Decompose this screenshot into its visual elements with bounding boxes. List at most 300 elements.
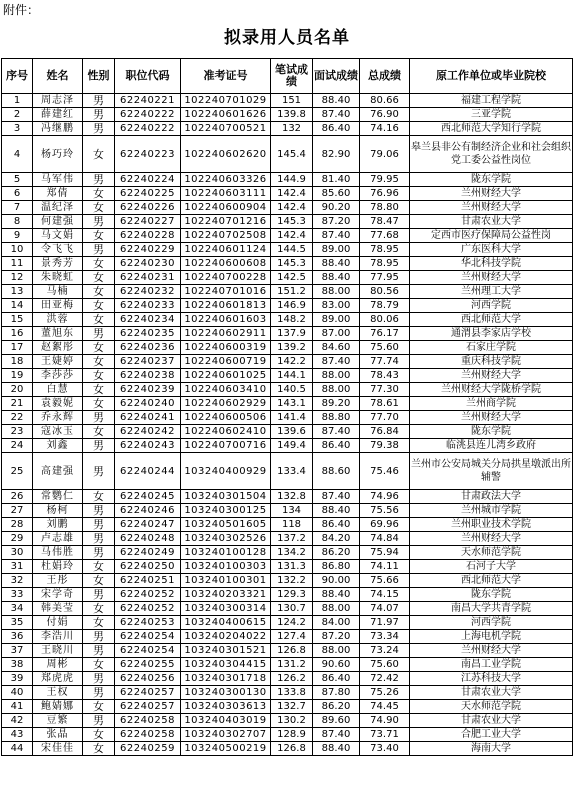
cell-index: 40 [2, 686, 33, 700]
table-row [2, 94, 573, 108]
cell-name: 朱晓虹 [33, 271, 83, 285]
header-name: 姓名 [33, 59, 83, 94]
cell-written-score: 141.4 [271, 411, 313, 425]
cell-written-score: 132 [271, 122, 313, 136]
cell-interview-score: 90.60 [313, 658, 360, 672]
cell-position-code: 62240248 [115, 532, 181, 546]
cell-name: 薛建红 [33, 108, 83, 122]
table-row [2, 425, 573, 439]
cell-written-score: 151.2 [271, 285, 313, 299]
cell-position-code: 62240255 [115, 658, 181, 672]
cell-written-score: 142.5 [271, 271, 313, 285]
cell-exam-id: 103240400929 [181, 453, 271, 490]
cell-workplace-school: 南昌大学共青学院 [410, 602, 573, 616]
cell-total-score: 80.56 [360, 285, 410, 299]
cell-workplace-school: 南昌工业学院 [410, 658, 573, 672]
cell-exam-id: 102240602410 [181, 425, 271, 439]
cell-position-code: 62240233 [115, 299, 181, 313]
cell-index: 6 [2, 187, 33, 201]
cell-workplace-school: 兰州市公安局城关分局拱星墩派出所辅警 [410, 453, 573, 490]
cell-index: 39 [2, 672, 33, 686]
cell-written-score: 143.1 [271, 397, 313, 411]
cell-position-code: 62240254 [115, 644, 181, 658]
cell-index: 4 [2, 136, 33, 173]
cell-name: 冯继鹏 [33, 122, 83, 136]
cell-interview-score: 89.60 [313, 714, 360, 728]
cell-index: 35 [2, 616, 33, 630]
cell-exam-id: 103240303613 [181, 700, 271, 714]
cell-exam-id: 102240601626 [181, 108, 271, 122]
cell-exam-id: 103240304415 [181, 658, 271, 672]
cell-gender: 女 [83, 616, 115, 630]
cell-written-score: 133.4 [271, 453, 313, 490]
cell-position-code: 62240249 [115, 546, 181, 560]
cell-exam-id: 103240300314 [181, 602, 271, 616]
cell-total-score: 73.34 [360, 630, 410, 644]
table-row [2, 187, 573, 201]
candidate-table [1, 58, 573, 756]
cell-name: 令飞飞 [33, 243, 83, 257]
cell-total-score: 77.30 [360, 383, 410, 397]
cell-gender: 男 [83, 122, 115, 136]
cell-gender: 男 [83, 94, 115, 108]
cell-position-code: 62240251 [115, 574, 181, 588]
cell-interview-score: 86.40 [313, 518, 360, 532]
cell-index: 38 [2, 658, 33, 672]
cell-interview-score: 88.40 [313, 588, 360, 602]
cell-written-score: 139.6 [271, 425, 313, 439]
cell-total-score: 73.40 [360, 742, 410, 756]
cell-written-score: 126.8 [271, 644, 313, 658]
cell-workplace-school: 石河子大学 [410, 560, 573, 574]
cell-position-code: 62240231 [115, 271, 181, 285]
cell-name: 李浩川 [33, 630, 83, 644]
cell-gender: 女 [83, 341, 115, 355]
cell-index: 44 [2, 742, 33, 756]
cell-name: 白慧 [33, 383, 83, 397]
cell-index: 11 [2, 257, 33, 271]
cell-written-score: 145.3 [271, 257, 313, 271]
cell-total-score: 69.96 [360, 518, 410, 532]
table-row [2, 257, 573, 271]
cell-exam-id: 103240302707 [181, 728, 271, 742]
cell-interview-score: 84.00 [313, 616, 360, 630]
cell-interview-score: 87.40 [313, 728, 360, 742]
table-row [2, 243, 573, 257]
cell-written-score: 144.1 [271, 369, 313, 383]
cell-index: 27 [2, 504, 33, 518]
cell-workplace-school: 皋兰县非公有制经济企业和社会组织党工委公益性岗位 [410, 136, 573, 173]
cell-total-score: 74.96 [360, 490, 410, 504]
cell-exam-id: 103240301521 [181, 644, 271, 658]
cell-total-score: 76.96 [360, 187, 410, 201]
cell-name: 王婕婷 [33, 355, 83, 369]
cell-total-score: 76.17 [360, 327, 410, 341]
cell-exam-id: 103240403019 [181, 714, 271, 728]
cell-interview-score: 89.00 [313, 243, 360, 257]
cell-index: 22 [2, 411, 33, 425]
cell-interview-score: 81.40 [313, 173, 360, 187]
table-row [2, 658, 573, 672]
cell-workplace-school: 甘肃农业大学 [410, 714, 573, 728]
cell-total-score: 75.26 [360, 686, 410, 700]
cell-written-score: 128.9 [271, 728, 313, 742]
cell-name: 田亚梅 [33, 299, 83, 313]
cell-gender: 女 [83, 369, 115, 383]
cell-gender: 男 [83, 411, 115, 425]
cell-index: 13 [2, 285, 33, 299]
cell-total-score: 78.95 [360, 243, 410, 257]
cell-index: 24 [2, 439, 33, 453]
cell-workplace-school: 兰州财经大学 [410, 411, 573, 425]
table-row [2, 313, 573, 327]
page-title: 拟录用人员名单 [224, 28, 350, 48]
cell-total-score: 80.66 [360, 94, 410, 108]
cell-name: 周彬 [33, 658, 83, 672]
cell-gender: 女 [83, 271, 115, 285]
header-workplace-school: 原工作单位或毕业院校 [410, 59, 573, 94]
cell-workplace-school: 兰州理工大学 [410, 285, 573, 299]
cell-written-score: 137.2 [271, 532, 313, 546]
table-row [2, 201, 573, 215]
cell-name: 郑倩 [33, 187, 83, 201]
cell-position-code: 62240228 [115, 229, 181, 243]
cell-position-code: 62240245 [115, 490, 181, 504]
cell-interview-score: 86.20 [313, 546, 360, 560]
cell-written-score: 145.3 [271, 215, 313, 229]
table-row [2, 397, 573, 411]
cell-total-score: 78.80 [360, 201, 410, 215]
cell-name: 马军伟 [33, 173, 83, 187]
cell-workplace-school: 兰州财经大学 [410, 532, 573, 546]
cell-interview-score: 88.60 [313, 453, 360, 490]
cell-total-score: 78.95 [360, 257, 410, 271]
cell-exam-id: 102240600319 [181, 341, 271, 355]
cell-gender: 女 [83, 602, 115, 616]
cell-position-code: 62240259 [115, 742, 181, 756]
cell-gender: 女 [83, 742, 115, 756]
cell-written-score: 132.7 [271, 700, 313, 714]
table-row [2, 369, 573, 383]
cell-exam-id: 103240301718 [181, 672, 271, 686]
cell-total-score: 77.70 [360, 411, 410, 425]
cell-exam-id: 102240602929 [181, 397, 271, 411]
cell-name: 宋学奇 [33, 588, 83, 602]
cell-exam-id: 102240602620 [181, 136, 271, 173]
table-row [2, 490, 573, 504]
cell-workplace-school: 兰州城市学院 [410, 504, 573, 518]
cell-interview-score: 90.00 [313, 574, 360, 588]
cell-exam-id: 102240601603 [181, 313, 271, 327]
cell-written-score: 131.2 [271, 658, 313, 672]
cell-workplace-school: 通渭县李家店学校 [410, 327, 573, 341]
cell-index: 31 [2, 560, 33, 574]
cell-workplace-school: 天水师范学院 [410, 700, 573, 714]
cell-gender: 女 [83, 355, 115, 369]
cell-gender: 男 [83, 243, 115, 257]
cell-exam-id: 102240701016 [181, 285, 271, 299]
cell-interview-score: 86.40 [313, 122, 360, 136]
cell-gender: 男 [83, 439, 115, 453]
header-total-score: 总成绩 [360, 59, 410, 94]
cell-index: 25 [2, 453, 33, 490]
cell-gender: 男 [83, 453, 115, 490]
table-row [2, 383, 573, 397]
table-row [2, 560, 573, 574]
cell-exam-id: 102240702508 [181, 229, 271, 243]
cell-workplace-school: 上海电机学院 [410, 630, 573, 644]
cell-position-code: 62240241 [115, 411, 181, 425]
cell-interview-score: 87.20 [313, 630, 360, 644]
cell-name: 周志泽 [33, 94, 83, 108]
cell-exam-id: 102240600608 [181, 257, 271, 271]
cell-interview-score: 88.00 [313, 369, 360, 383]
cell-written-score: 142.4 [271, 187, 313, 201]
cell-name: 洪蓉 [33, 313, 83, 327]
cell-workplace-school: 江苏科技大学 [410, 672, 573, 686]
table-header-row [2, 59, 573, 94]
cell-written-score: 134 [271, 504, 313, 518]
cell-total-score: 75.56 [360, 504, 410, 518]
cell-workplace-school: 福建工程学院 [410, 94, 573, 108]
cell-name: 刘鑫 [33, 439, 83, 453]
cell-position-code: 62240240 [115, 397, 181, 411]
cell-name: 赵絮彤 [33, 341, 83, 355]
cell-written-score: 132.2 [271, 574, 313, 588]
cell-position-code: 62240253 [115, 616, 181, 630]
cell-gender: 女 [83, 383, 115, 397]
cell-position-code: 62240244 [115, 453, 181, 490]
table-row [2, 588, 573, 602]
cell-index: 41 [2, 700, 33, 714]
cell-index: 1 [2, 94, 33, 108]
cell-interview-score: 88.80 [313, 411, 360, 425]
cell-index: 23 [2, 425, 33, 439]
cell-written-score: 132.8 [271, 490, 313, 504]
cell-total-score: 78.79 [360, 299, 410, 313]
cell-exam-id: 102240700228 [181, 271, 271, 285]
cell-gender: 女 [83, 574, 115, 588]
table-row [2, 546, 573, 560]
cell-exam-id: 102240701216 [181, 215, 271, 229]
cell-interview-score: 84.60 [313, 341, 360, 355]
table-row [2, 644, 573, 658]
cell-name: 鲍婧娜 [33, 700, 83, 714]
cell-position-code: 62240239 [115, 383, 181, 397]
cell-name: 付娟 [33, 616, 83, 630]
cell-written-score: 149.4 [271, 439, 313, 453]
cell-interview-score: 89.20 [313, 397, 360, 411]
cell-interview-score: 89.00 [313, 313, 360, 327]
cell-position-code: 62240234 [115, 313, 181, 327]
cell-interview-score: 88.40 [313, 94, 360, 108]
cell-total-score: 78.61 [360, 397, 410, 411]
cell-workplace-school: 兰州商学院 [410, 397, 573, 411]
cell-workplace-school: 定西市医疗保障局公益性岗 [410, 229, 573, 243]
cell-gender: 男 [83, 686, 115, 700]
cell-name: 常鹦仁 [33, 490, 83, 504]
table-row [2, 173, 573, 187]
cell-index: 30 [2, 546, 33, 560]
cell-workplace-school: 西北师范大学 [410, 313, 573, 327]
cell-written-score: 131.3 [271, 560, 313, 574]
cell-workplace-school: 华北科技学院 [410, 257, 573, 271]
table-row [2, 215, 573, 229]
cell-position-code: 62240221 [115, 94, 181, 108]
cell-exam-id: 102240603111 [181, 187, 271, 201]
cell-exam-id: 103240203321 [181, 588, 271, 602]
cell-exam-id: 102240601813 [181, 299, 271, 313]
cell-position-code: 62240238 [115, 369, 181, 383]
cell-gender: 女 [83, 187, 115, 201]
cell-interview-score: 86.40 [313, 672, 360, 686]
cell-workplace-school: 西北师范大学 [410, 574, 573, 588]
table-row [2, 341, 573, 355]
cell-written-score: 148.2 [271, 313, 313, 327]
cell-index: 28 [2, 518, 33, 532]
cell-position-code: 62240252 [115, 602, 181, 616]
cell-name: 乔永辉 [33, 411, 83, 425]
cell-exam-id: 103240204022 [181, 630, 271, 644]
cell-gender: 男 [83, 630, 115, 644]
cell-workplace-school: 河西学院 [410, 616, 573, 630]
cell-position-code: 62240258 [115, 714, 181, 728]
table-row [2, 742, 573, 756]
attachment-label: 附件： [3, 3, 40, 17]
cell-total-score: 78.43 [360, 369, 410, 383]
table-row [2, 616, 573, 630]
cell-position-code: 62240237 [115, 355, 181, 369]
header-gender: 性别 [83, 59, 115, 94]
cell-index: 20 [2, 383, 33, 397]
cell-interview-score: 86.80 [313, 560, 360, 574]
cell-gender: 女 [83, 257, 115, 271]
cell-workplace-school: 甘肃农业大学 [410, 686, 573, 700]
cell-name: 袁毅妮 [33, 397, 83, 411]
cell-name: 张晶 [33, 728, 83, 742]
cell-total-score: 80.06 [360, 313, 410, 327]
cell-name: 杨柯 [33, 504, 83, 518]
cell-total-score: 75.60 [360, 658, 410, 672]
cell-exam-id: 103240100301 [181, 574, 271, 588]
cell-index: 32 [2, 574, 33, 588]
cell-total-score: 73.24 [360, 644, 410, 658]
cell-position-code: 62240236 [115, 341, 181, 355]
cell-written-score: 144.5 [271, 243, 313, 257]
cell-workplace-school: 兰州财经大学 [410, 201, 573, 215]
cell-name: 郑虎虎 [33, 672, 83, 686]
cell-name: 温纪泽 [33, 201, 83, 215]
cell-gender: 女 [83, 285, 115, 299]
cell-position-code: 62240222 [115, 108, 181, 122]
cell-name: 宋佳佳 [33, 742, 83, 756]
cell-written-score: 130.7 [271, 602, 313, 616]
cell-name: 董旭东 [33, 327, 83, 341]
cell-position-code: 62240225 [115, 187, 181, 201]
table-row [2, 285, 573, 299]
table-row [2, 602, 573, 616]
cell-name: 杨巧玲 [33, 136, 83, 173]
cell-gender: 男 [83, 546, 115, 560]
cell-position-code: 62240247 [115, 518, 181, 532]
cell-interview-score: 83.00 [313, 299, 360, 313]
cell-gender: 女 [83, 313, 115, 327]
cell-interview-score: 87.20 [313, 215, 360, 229]
cell-total-score: 79.06 [360, 136, 410, 173]
cell-position-code: 62240224 [115, 173, 181, 187]
cell-index: 26 [2, 490, 33, 504]
cell-interview-score: 87.40 [313, 229, 360, 243]
cell-gender: 男 [83, 672, 115, 686]
table-body [2, 94, 573, 756]
cell-interview-score: 90.20 [313, 201, 360, 215]
table-row [2, 122, 573, 136]
cell-index: 34 [2, 602, 33, 616]
table-row [2, 714, 573, 728]
cell-interview-score: 88.00 [313, 602, 360, 616]
cell-name: 刘鹏 [33, 518, 83, 532]
cell-gender: 女 [83, 299, 115, 313]
table-row [2, 299, 573, 313]
cell-interview-score: 82.90 [313, 136, 360, 173]
table-row [2, 271, 573, 285]
cell-total-score: 75.60 [360, 341, 410, 355]
cell-written-score: 145.4 [271, 136, 313, 173]
cell-total-score: 77.74 [360, 355, 410, 369]
cell-exam-id: 102240701029 [181, 94, 271, 108]
cell-name: 杜娟玲 [33, 560, 83, 574]
cell-total-score: 79.38 [360, 439, 410, 453]
cell-total-score: 72.42 [360, 672, 410, 686]
cell-index: 15 [2, 313, 33, 327]
table-row [2, 229, 573, 243]
cell-workplace-school: 西北师范大学知行学院 [410, 122, 573, 136]
cell-workplace-school: 三亚学院 [410, 108, 573, 122]
cell-total-score: 77.95 [360, 271, 410, 285]
cell-total-score: 77.68 [360, 229, 410, 243]
cell-interview-score: 87.40 [313, 425, 360, 439]
table-row [2, 355, 573, 369]
cell-workplace-school: 天水师范学院 [410, 546, 573, 560]
cell-name: 高建强 [33, 453, 83, 490]
cell-exam-id: 103240501605 [181, 518, 271, 532]
cell-gender: 男 [83, 714, 115, 728]
cell-gender: 女 [83, 229, 115, 243]
cell-name: 王晓川 [33, 644, 83, 658]
cell-workplace-school: 兰州财经大学 [410, 271, 573, 285]
cell-total-score: 76.90 [360, 108, 410, 122]
cell-exam-id: 103240100303 [181, 560, 271, 574]
cell-total-score: 75.46 [360, 453, 410, 490]
cell-name: 王彤 [33, 574, 83, 588]
cell-total-score: 74.84 [360, 532, 410, 546]
cell-name: 何建强 [33, 215, 83, 229]
cell-name: 马文娟 [33, 229, 83, 243]
cell-workplace-school: 兰州财经大学 [410, 644, 573, 658]
cell-position-code: 62240227 [115, 215, 181, 229]
cell-gender: 男 [83, 215, 115, 229]
cell-position-code: 62240252 [115, 588, 181, 602]
cell-exam-id: 103240300130 [181, 686, 271, 700]
cell-position-code: 62240223 [115, 136, 181, 173]
cell-total-score: 71.97 [360, 616, 410, 630]
table-row [2, 672, 573, 686]
cell-index: 37 [2, 644, 33, 658]
cell-written-score: 144.9 [271, 173, 313, 187]
cell-position-code: 62240256 [115, 672, 181, 686]
cell-total-score: 75.94 [360, 546, 410, 560]
cell-position-code: 62240242 [115, 425, 181, 439]
